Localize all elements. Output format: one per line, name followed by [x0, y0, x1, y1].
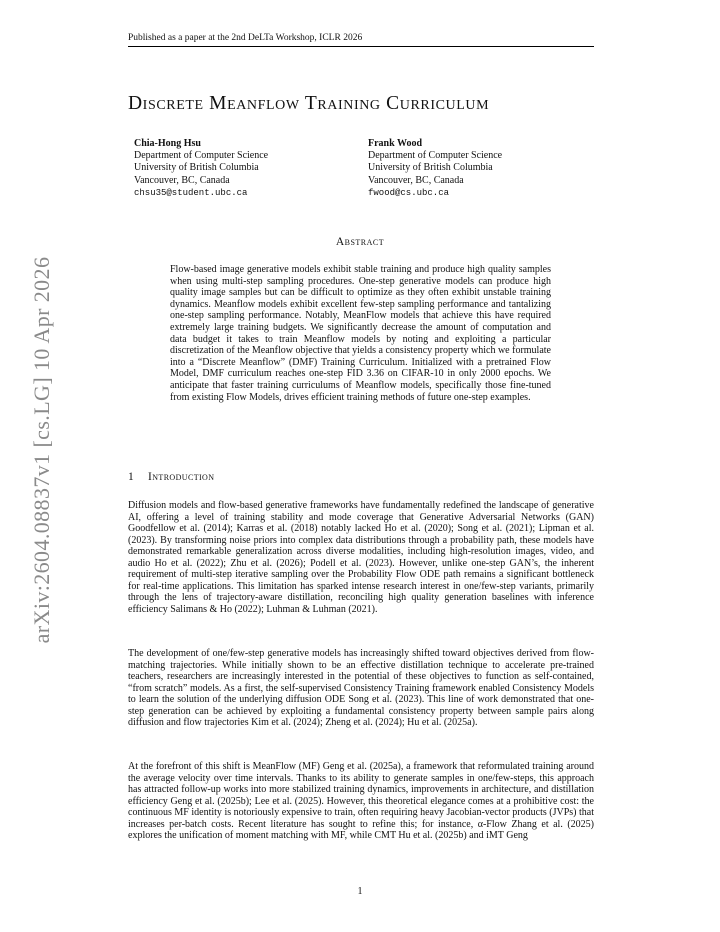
author-univ: University of British Columbia	[134, 162, 259, 174]
author-dept: Department of Computer Science	[368, 150, 503, 162]
author-email: chsu35@student.ubc.ca	[134, 187, 248, 198]
abstract-heading: Abstract	[335, 236, 385, 248]
author-dept: Department of Computer Science	[134, 150, 269, 162]
intro-paragraph-2: The development of one/few-step generative models has increasingly shifted toward objectives derived from flow-matching trajectories. While initially shown to be an effective distillation technique to accelerate pre-trained teachers, researchers are increasingly interested in the potential of these objectives to function as self-contained, “from scratch” models. As a first, the self-supervised Consistency Training framework enabled Consistency Models to learn the solution of the underlying diffusion ODE Song et al. (2023). This line of work demonstrated that one-step generation can be achieved by exploiting a fundamental consistency property between sample pairs along diffusion and flow trajectories Kim et al. (2024); Zheng et al. (2024); Hu et al. (2025a).	[128, 648, 594, 729]
paper-title: Discrete Meanflow Training Curriculum	[128, 93, 490, 114]
section-heading	[128, 471, 214, 483]
abstract-body: Flow-based image generative models exhibit stable training and produce high quality samples when using multi-step sampling procedures. One-step generative models can produce high quality image samples but can be difficult to optimize as they often exhibit unstable training dynamics. Meanflow models exhibit excellent few-step sampling performance and tantalizing one-step sampling performance. Notably, MeanFlow models that achieve this have required extremely large training budgets. We significantly decrease the amount of computation and data budget it takes to train Meanflow models by noting and exploiting a particular discretization of the Meanflow objective that yields a consistency property which we formulate into a “Discrete Meanflow” (DMF) Training Curriculum. Initialized with a pretrained Flow Model, DMF curriculum reaches one-step FID 3.36 on CIFAR-10 in only 2000 epochs. We anticipate that faster training curriculums of Meanflow models, specifically those fine-tuned from existing Flow Models, drives efficient training methods of future one-step examples.	[170, 264, 551, 403]
author-email: fwood@cs.ubc.ca	[368, 187, 450, 198]
author-name: Chia-Hong Hsu	[134, 138, 201, 149]
arxiv-stamp-text: arXiv:2604.08837v1 [cs.LG] 10 Apr 2026	[29, 256, 54, 644]
running-header: Published as a paper at the 2nd DeLTa Workshop, ICLR 2026	[128, 32, 594, 47]
section-number: 1	[128, 471, 135, 483]
author-name: Frank Wood	[368, 138, 422, 149]
author-location: Vancouver, BC, Canada	[134, 174, 230, 186]
section-title: Introduction	[148, 471, 215, 483]
author-block-2	[368, 138, 502, 199]
intro-paragraph-1: Diffusion models and flow-based generative frameworks have fundamentally redefined the landscape of generative AI, offering a level of training stability and mode coverage that Generative Adversarial Networks (GAN) Goodfellow et al. (2014); Karras et al. (2018) notably lacked Ho et al. (2020); Song et al. (2021); Lipman et al. (2023). By transforming noise priors into complex data distributions through a probability path, these models have demonstrated remarkable generalization across diverse modalities, including high-resolution images, video, and audio Ho et al. (2022); Zhu et al. (2026); Podell et al. (2023). However, unlike one-step GAN’s, the inherent requirement of multi-step iterative sampling over the Probability Flow ODE path remains a significant bottleneck for real-time applications. This limitation has sparked intense research interest in one/few-step variants, primarily through the lens of trajectory-aware distillation, reconciling high quality generation baselines with inference efficiency Salimans & Ho (2022); Luhman & Luhman (2021).	[128, 500, 594, 615]
page-number: 1	[357, 886, 363, 897]
intro-paragraph-3: At the forefront of this shift is MeanFlow (MF) Geng et al. (2025a), a framework that reformulated training around the average velocity over time intervals. Thanks to its ability to generate samples in one/few-steps, this approach has attracted follow-up works into more stabilized training dynamics, improvements in architecture, and distillation efficiency Geng et al. (2025b); Lee et al. (2025). However, this theoretical elegance comes at a prohibitive cost: the continuous MF identity is notoriously expensive to train, often requiring heavy Jacobian-vector products (JVPs) that increases per-batch costs. Recent literature has sought to refine this; for instance, α-Flow Zhang et al. (2025) explores the unification of moment matching with MF, while CMT Hu et al. (2025b) and iMT Geng	[128, 761, 594, 842]
author-location: Vancouver, BC, Canada	[368, 174, 464, 186]
author-block-1	[134, 138, 268, 199]
author-univ: University of British Columbia	[368, 162, 493, 174]
